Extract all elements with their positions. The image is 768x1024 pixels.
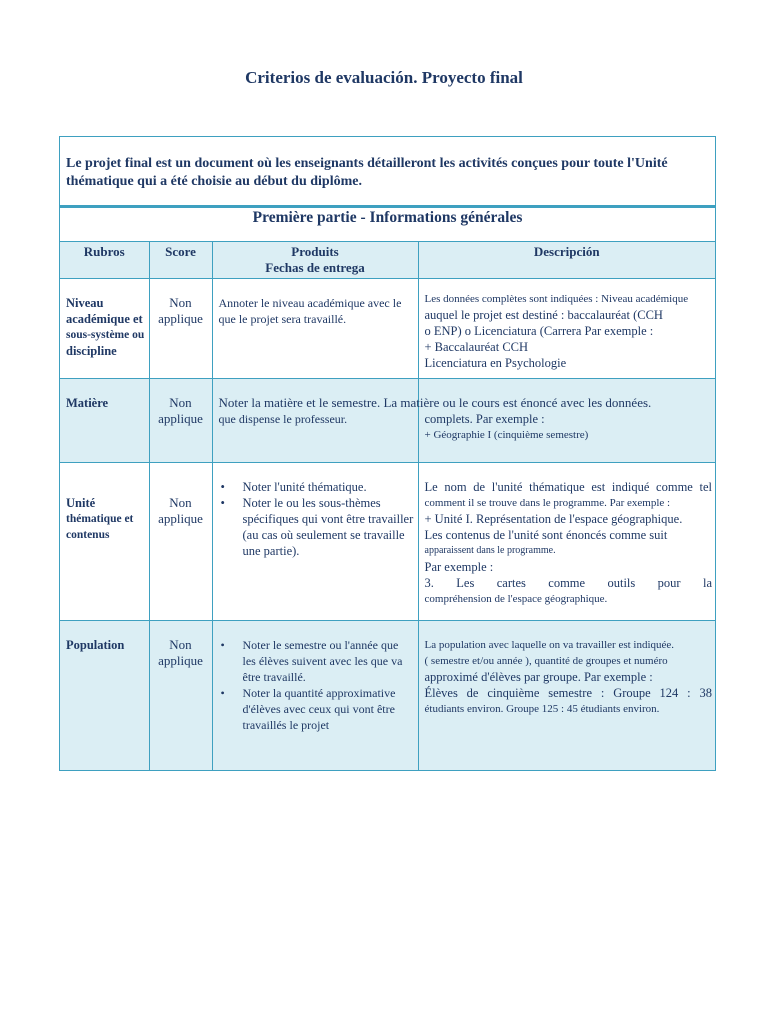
description-line: auquel le projet est destiné : baccalauréat (CCH [424,307,663,322]
score-line: applique [158,410,203,426]
produits-text: Annoter le niveau académique avec le que le projet sera travaillé. [218,295,402,326]
table-row [60,620,715,770]
score-line: applique [158,510,203,526]
score-line: Non [169,294,192,310]
description-line: Licenciatura en Psychologie [424,355,567,370]
description-line: + Baccalauréat CCH [424,339,529,354]
header-rubros: Rubros [60,242,149,278]
description-cell [418,278,715,378]
description-cell [418,378,715,462]
criteria-table [60,242,715,770]
criteria-table-frame [59,136,716,771]
description-line: La population avec laquelle on va travailler est indiquée. [424,638,675,651]
description-line: Les contenus de l'unité sont énoncés comme suit [424,527,668,542]
description-line: + Unité I. Représentation de l'espace géographique. [424,511,683,526]
description-line: o ENP) o Licenciatura (Carrera Par exemple : [424,323,654,338]
produits-list-item: • Noter le semestre ou l'année que les élèves suivent avec les que va être travaillé. [243,637,414,685]
produits-text: Noter la matière et le semestre. La matière ou le cours est énoncé avec les données. [218,394,652,410]
produits-cell [212,620,418,770]
header-descripcion: Descripción [418,242,715,278]
rubro-line: discipline [66,343,117,358]
description-cell [418,620,715,770]
score-cell [149,278,212,378]
header-produits-line1: Produits [291,244,339,259]
produits-cell [212,462,418,620]
produits-list-item: • Noter l'unité thématique. [243,479,414,495]
description-line: Par exemple : [424,559,494,574]
header-produits [212,242,418,278]
rubro-line: sous-système ou [66,328,145,341]
rubro-line: Population [66,637,125,652]
produits-list-item: • Noter le ou les sous-thèmes spécifiques qui vont être travailler (au cas où seulement se travaille une partie). [243,495,414,559]
description-cell [418,462,715,620]
description-line: Les données complètes sont indiquées : Niveau académique [424,292,689,305]
rubro-cell [60,378,149,462]
table-row [60,462,715,620]
rubro-cell [60,462,149,620]
score-line: Non [169,494,192,510]
intro-paragraph: Le projet final est un document où les enseignants détailleront les activités conçues pour toute l'Unité thématique qui a été choisie au début du diplôme. [60,137,715,208]
score-cell [149,378,212,462]
score-line: applique [158,310,203,326]
description-line: ( semestre et/ou année ), quantité de groupes et numéro [424,654,668,667]
rubro-line: académique et [66,311,143,326]
produits-text: que dispense le professeur. [218,411,348,426]
rubro-line: contenus [66,528,110,541]
section-title: Première partie - Informations générales [60,208,715,242]
description-line: 3. Les cartes comme outils pour la [424,575,712,590]
description-line: approximé d'élèves par groupe. Par exemple : [424,669,653,684]
description-line: compréhension de l'espace géographique. [424,592,608,605]
produits-list [219,637,414,733]
header-row [60,242,715,278]
description-line: Élèves de cinquième semestre : Groupe 124 : 38 [424,685,712,700]
description-line: Le nom de l'unité thématique est indiqué comme tel [424,479,712,494]
document-title: Criterios de evaluación. Proyecto final [245,68,523,87]
produits-cell [212,278,418,378]
table-row [60,378,715,462]
table-row [60,278,715,378]
produits-list-item: • Noter la quantité approximative d'élèves avec ceux qui vont être travaillés le projet [243,685,414,733]
description-line: comment il se trouve dans le programme. Par exemple : [424,496,671,509]
description-line: apparaissent dans le programme. [424,544,556,556]
rubro-line: Niveau [66,295,104,310]
header-score: Score [149,242,212,278]
rubro-line: Unité [66,495,96,510]
description-line: étudiants environ. Groupe 125 : 45 étudiants environ. [424,702,660,715]
rubro-line: Matière [66,395,109,410]
header-produits-line2: Fechas de entrega [265,260,365,275]
score-cell [149,620,212,770]
rubro-cell [60,278,149,378]
description-line: + Géographie I (cinquième semestre) [424,428,589,441]
description-line: complets. Par exemple : [424,411,545,426]
produits-list [219,479,414,559]
score-line: applique [158,652,203,668]
score-line: Non [169,636,192,652]
score-line: Non [169,394,192,410]
score-cell [149,462,212,620]
rubro-cell [60,620,149,770]
rubro-line: thématique et [66,512,134,525]
